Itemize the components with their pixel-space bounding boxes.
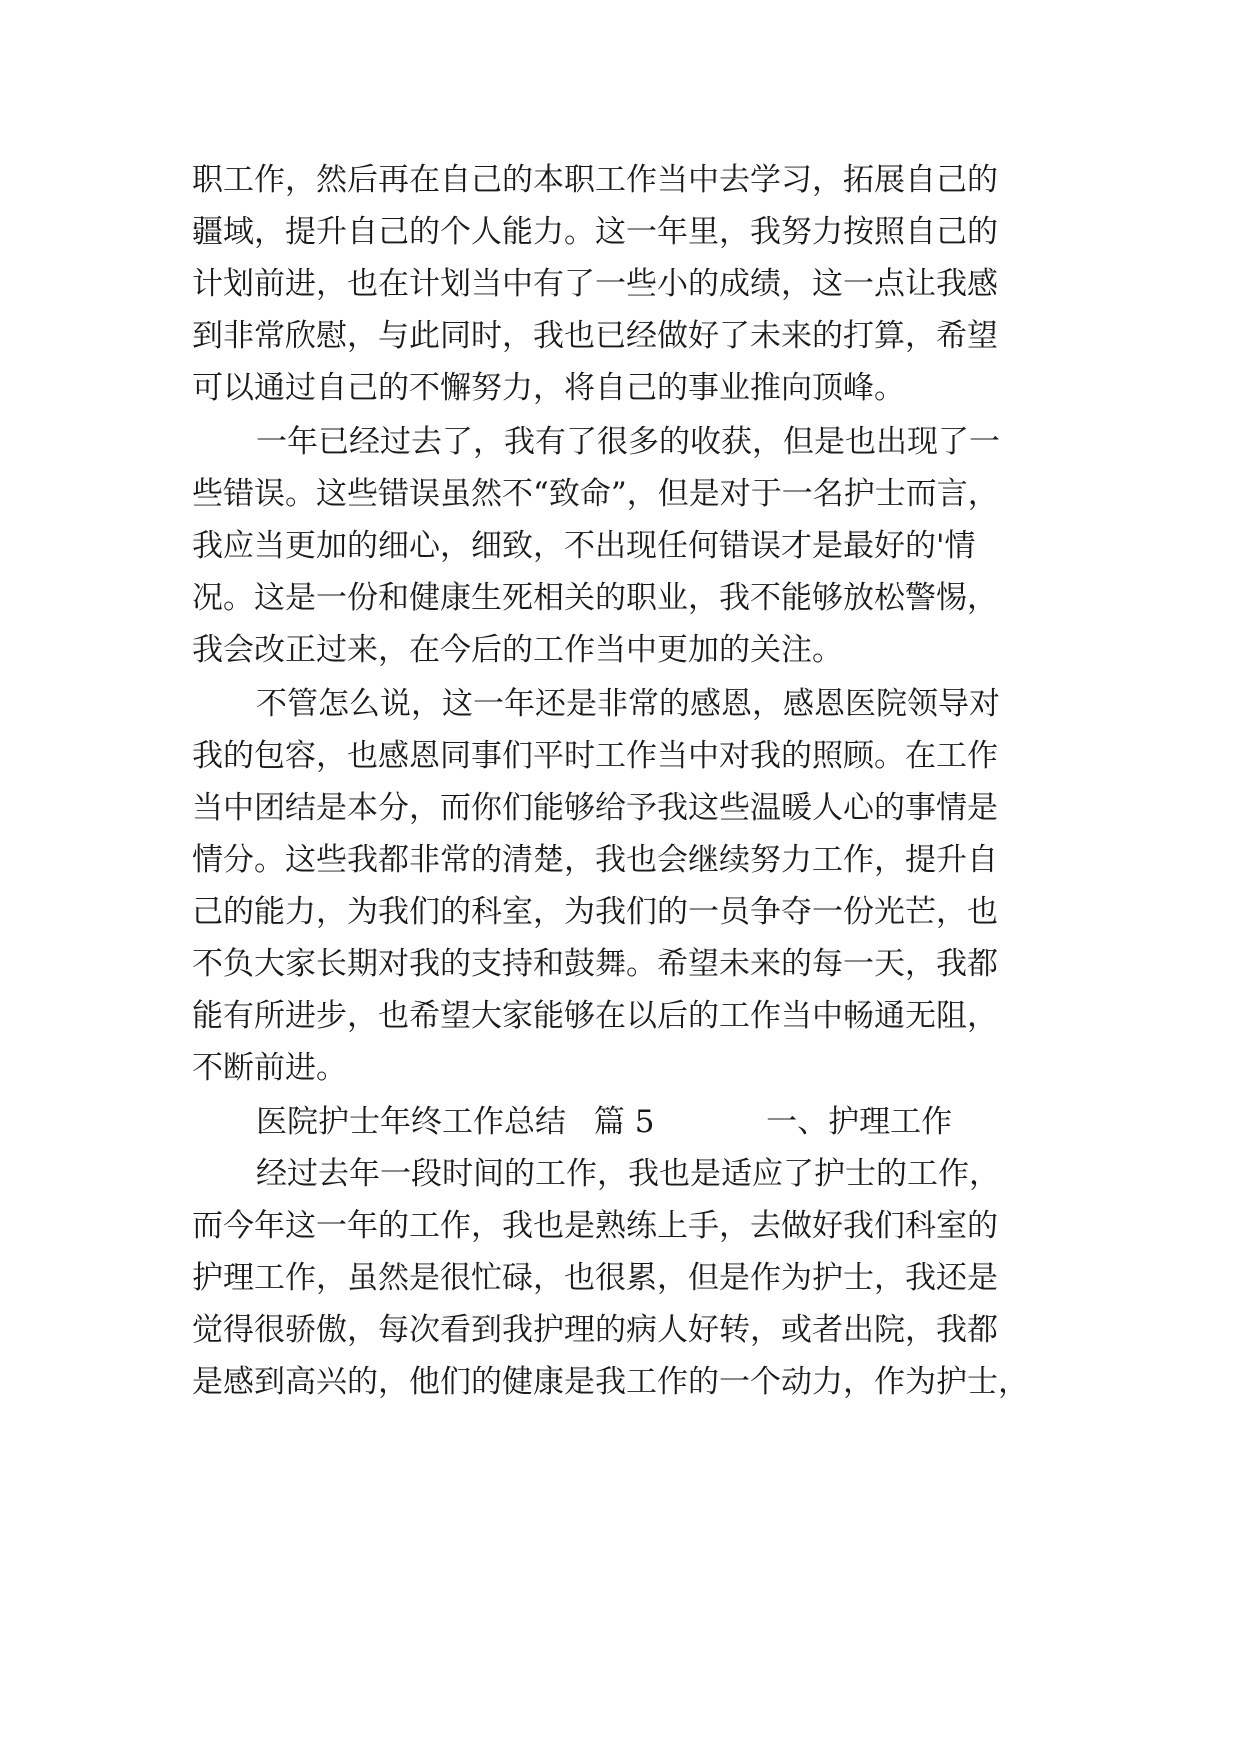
- text-line: 不断前进。: [192, 1050, 347, 1086]
- text-line: 疆域，提升自己的个人能力。这一年里，我努力按照自己的: [192, 214, 998, 250]
- text-line: 是感到高兴的，他们的健康是我工作的一个动力，作为护士，: [192, 1364, 1029, 1400]
- text-line: 护理工作，虽然是很忙碌，也很累，但是作为护士，我还是: [192, 1260, 998, 1296]
- heading-chapter: 篇 5: [593, 1104, 655, 1140]
- text-line: 况。这是一份和健康生死相关的职业，我不能够放松警惕，: [192, 580, 998, 616]
- text-line: 些错误。这些错误虽然不“致命”，但是对于一名护士而言，: [192, 476, 999, 512]
- text-line: 而今年这一年的工作，我也是熟练上手，去做好我们科室的: [192, 1208, 998, 1244]
- text-line: 到非常欣慰，与此同时，我也已经做好了未来的打算，希望: [192, 318, 998, 354]
- text-line: 情分。这些我都非常的清楚，我也会继续努力工作，提升自: [192, 842, 998, 878]
- text-line: 可以通过自己的不懈努力，将自己的事业推向顶峰。: [192, 370, 905, 406]
- text-line: 不管怎么说，这一年还是非常的感恩，感恩医院领导对: [256, 686, 1000, 722]
- text-line: 我会改正过来，在今后的工作当中更加的关注。: [192, 632, 843, 668]
- text-line: 一年已经过去了，我有了很多的收获，但是也出现了一: [256, 424, 1000, 460]
- text-line: 计划前进，也在计划当中有了一些小的成绩，这一点让我感: [192, 266, 998, 302]
- text-line: 不负大家长期对我的支持和鼓舞。希望未来的每一天，我都: [192, 946, 998, 982]
- section-heading: [256, 1102, 952, 1142]
- text-line: 经过去年一段时间的工作，我也是适应了护士的工作，: [256, 1156, 1000, 1192]
- heading-title: 医院护士年终工作总结: [256, 1104, 566, 1140]
- text-line: 当中团结是本分，而你们能够给予我这些温暖人心的事情是: [192, 790, 998, 826]
- text-line: 能有所进步，也希望大家能够在以后的工作当中畅通无阻，: [192, 998, 998, 1034]
- text-line: 我应当更加的细心，细致，不出现任何错误才是最好的'情: [192, 528, 976, 564]
- text-line: 己的能力，为我们的科室，为我们的一员争夺一份光芒，也: [192, 894, 998, 930]
- heading-section: 一、护理工作: [766, 1104, 953, 1140]
- text-line: 我的包容，也感恩同事们平时工作当中对我的照顾。在工作: [192, 738, 998, 774]
- text-line: 职工作，然后再在自己的本职工作当中去学习，拓展自己的: [192, 162, 998, 198]
- text-line: 觉得很骄傲，每次看到我护理的病人好转，或者出院，我都: [192, 1312, 998, 1348]
